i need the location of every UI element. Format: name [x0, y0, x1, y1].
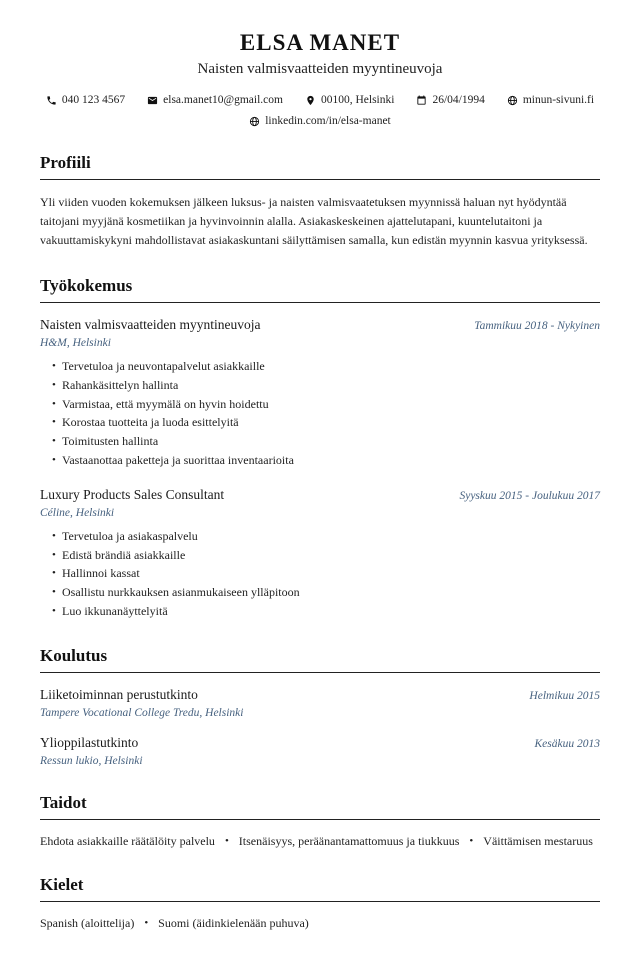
profile-text: Yli viiden vuoden kokemuksen jälkeen luksus- ja naisten valmisvaatetuksen myynnissä haluan nyt hyödyntää taitojani myyjänä kosmetiikan ja hyvinvoinnin alalla. Asiakaskeskeinen ajattelutapani, kuuntelutaitoni ja vakuuttamiskykyni mahdollistavat asiakaskuntani säilyttämisen samalla, kun edistän myynnin kasvua yrityksessä.	[40, 195, 588, 247]
languages-heading: Kielet	[40, 875, 600, 902]
contact-birthdate-text: 26/04/1994	[432, 94, 485, 106]
contact-row-1	[40, 94, 600, 106]
skill-item: Ehdota asiakkaille räätälöity palvelu	[40, 833, 215, 848]
section-skills	[40, 793, 600, 849]
globe-icon	[507, 95, 518, 106]
job-entry	[40, 317, 600, 469]
phone-icon	[46, 95, 57, 106]
section-experience	[40, 276, 600, 620]
email-icon	[147, 95, 158, 106]
profile-heading: Profiili	[40, 153, 600, 180]
separator-dot: •	[144, 917, 149, 930]
language-item: Suomi (äidinkielenään puhuva)	[158, 915, 309, 930]
job-company: Céline, Helsinki	[40, 506, 115, 519]
contact-location	[305, 94, 394, 106]
job-bullet: • Vastaanottaa paketteja ja suorittaa inventaarioita	[52, 453, 600, 469]
contact-birthdate	[416, 94, 484, 106]
education-entry	[40, 735, 600, 767]
job-title: Luxury Products Sales Consultant	[40, 486, 225, 502]
candidate-job-title: Naisten valmisvaatteiden myyntineuvoja	[197, 61, 443, 77]
section-languages	[40, 875, 600, 931]
section-education	[40, 646, 600, 767]
job-bullet: • Edistä brändiä asiakkaille	[52, 548, 600, 564]
location-pin-icon	[305, 95, 316, 106]
contact-phone	[46, 94, 125, 106]
skills-heading: Taidot	[40, 793, 600, 820]
education-title: Liiketoiminnan perustutkinto	[40, 686, 198, 702]
contact-website-text: minun-sivuni.fi	[522, 94, 595, 106]
job-bullet: • Osallistu nurkkauksen asianmukaiseen ylläpitoon	[52, 585, 600, 601]
job-bullet: • Tervetuloa ja asiakaspalvelu	[52, 529, 600, 545]
education-title: Ylioppilastutkinto	[40, 734, 139, 750]
skills-list	[40, 834, 600, 849]
skill-item: Itsenäisyys, peräänantamattomuus ja tiukkuus	[238, 833, 460, 848]
contact-location-text: 00100, Helsinki	[320, 94, 395, 106]
education-school: Ressun lukio, Helsinki	[40, 754, 143, 767]
contact-row-2	[40, 115, 600, 127]
candidate-name: ELSA MANET	[239, 30, 401, 55]
job-bullet: • Varmistaa, että myymälä on hyvin hoidettu	[52, 397, 600, 413]
job-bullet-list	[40, 359, 600, 469]
contact-phone-text: 040 123 4567	[61, 94, 126, 106]
job-dates: Tammikuu 2018 - Nykyinen	[474, 319, 600, 332]
languages-list	[40, 916, 600, 931]
contact-website	[507, 94, 594, 106]
job-dates: Syyskuu 2015 - Joulukuu 2017	[459, 489, 600, 502]
job-bullet: • Hallinnoi kassat	[52, 566, 600, 582]
language-item: Spanish (aloittelija)	[40, 915, 135, 930]
resume-header	[40, 30, 600, 127]
contact-email-text: elsa.manet10@gmail.com	[163, 94, 283, 106]
contact-info	[40, 94, 600, 127]
job-bullet: • Tervetuloa ja neuvontapalvelut asiakkaille	[52, 359, 600, 375]
job-title: Naisten valmisvaatteiden myyntineuvoja	[40, 316, 261, 332]
contact-linkedin-text: linkedin.com/in/elsa-manet	[265, 115, 391, 127]
job-entry	[40, 487, 600, 620]
education-school: Tampere Vocational College Tredu, Helsinki	[40, 706, 244, 719]
calendar-icon	[416, 95, 427, 106]
education-heading: Koulutus	[40, 646, 600, 673]
job-bullet: • Toimitusten hallinta	[52, 434, 600, 450]
education-entry	[40, 687, 600, 719]
separator-dot: •	[224, 835, 229, 848]
job-bullet: • Rahankäsittelyn hallinta	[52, 378, 600, 394]
job-company: H&M, Helsinki	[40, 336, 111, 349]
experience-heading: Työkokemus	[40, 276, 600, 303]
job-bullet: • Luo ikkunanäyttelyitä	[52, 604, 600, 620]
section-profile	[40, 153, 600, 250]
education-date: Helmikuu 2015	[529, 689, 600, 702]
contact-linkedin	[249, 115, 391, 127]
education-date: Kesäkuu 2013	[534, 737, 600, 750]
job-bullet: • Korostaa tuotteita ja luoda esittelyitä	[52, 415, 600, 431]
contact-email	[147, 94, 283, 106]
linkedin-globe-icon	[249, 116, 260, 127]
separator-dot: •	[469, 835, 474, 848]
job-bullet-list	[40, 529, 600, 620]
skill-item: Väittämisen mestaruus	[483, 833, 593, 848]
